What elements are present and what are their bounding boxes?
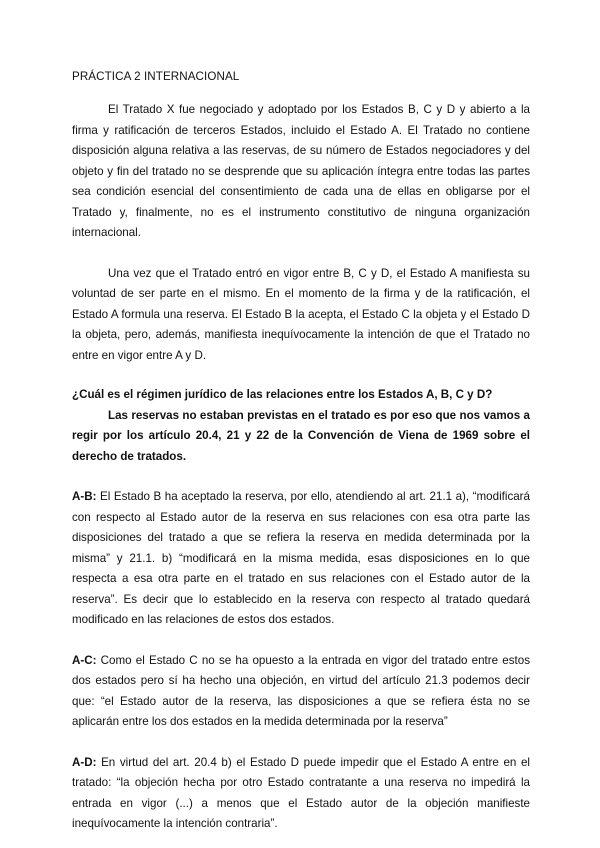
problem-paragraph-1: El Tratado X fue negociado y adoptado por los Estados B, C y D y abierto a la firma y ratificación de terceros Estados, incluido el Estado A. El Tratado no contiene disposición alguna relativa a las reservas, de su número de Estados negociadores y del objeto y fin del tratado no se desprende que su aplicación íntegra entre todas las partes sea condición esencial del consentimiento de cada una de ellas en obligarse por el Tratado y, finalmente, no es el instrumento constitutivo de ninguna organización internacional. bbox=[72, 103, 530, 239]
section-text: Como el Estado C no se ha opuesto a la entrada en vigor del tratado entre estos dos estados pero sí ha hecho una objeción, en virtud del artículo 21.3 podemos decir que: “el Estado autor de la reserva, las disposiciones a que se refiera ésta no se aplicarán entre los dos estados en la medida determinada por la reserva” bbox=[72, 653, 530, 728]
section-a-c bbox=[72, 651, 530, 733]
section-label: A-D: bbox=[72, 755, 97, 769]
section-a-d bbox=[72, 753, 530, 835]
document-title: PRÁCTICA 2 INTERNACIONAL bbox=[72, 70, 240, 83]
problem-paragraph-2: Una vez que el Tratado entró en vigor entre B, C y D, el Estado A manifiesta su voluntad de ser parte en el mismo. En el momento de la firma y de la ratificación, el Estado A formula una reserva. El Estado B la acepta, el Estado C la objeta y el Estado D la objeta, pero, además, manifiesta inequívocamente la intención de que el Tratado no entre en vigor entre A y D. bbox=[72, 266, 530, 362]
answer-intro: Las reservas no estaban previstas en el tratado es por eso que nos vamos a regir por los artículo 20.4, 21 y 22 de la Convención de Viena de 1969 sobre el derecho de tratados. bbox=[72, 408, 530, 463]
question-heading: ¿Cuál es el régimen jurídico de las relaciones entre los Estados A, B, C y D? bbox=[72, 388, 493, 401]
section-text: El Estado B ha aceptado la reserva, por ello, atendiendo al art. 21.1 a), “modificará con respecto al Estado autor de la reserva en sus relaciones con esa otra parte las disposiciones del tratado a que se refiera la reserva en medida determinada por la misma” y 21.1. b) “modificará en la misma medida, esas disposiciones en lo que respecta a esa otra parte en el tratado en sus relaciones con el Estado autor de la reserva”. Es decir que lo establecido en la reserva con respecto al tratado quedará modificado en las relaciones de estos dos estados. bbox=[72, 490, 530, 626]
section-label: A-C: bbox=[72, 653, 97, 667]
section-label: A-B: bbox=[72, 490, 97, 503]
section-a-b bbox=[72, 487, 530, 631]
section-text: En virtud del art. 20.4 b) el Estado D puede impedir que el Estado A entre en el tratado: “la objeción hecha por otro Estado contratante a una reserva no impedirá la entrada en vigor (...) a menos que el Estado autor de la objeción manifieste inequívocamente la intención contraria”. bbox=[72, 755, 530, 830]
